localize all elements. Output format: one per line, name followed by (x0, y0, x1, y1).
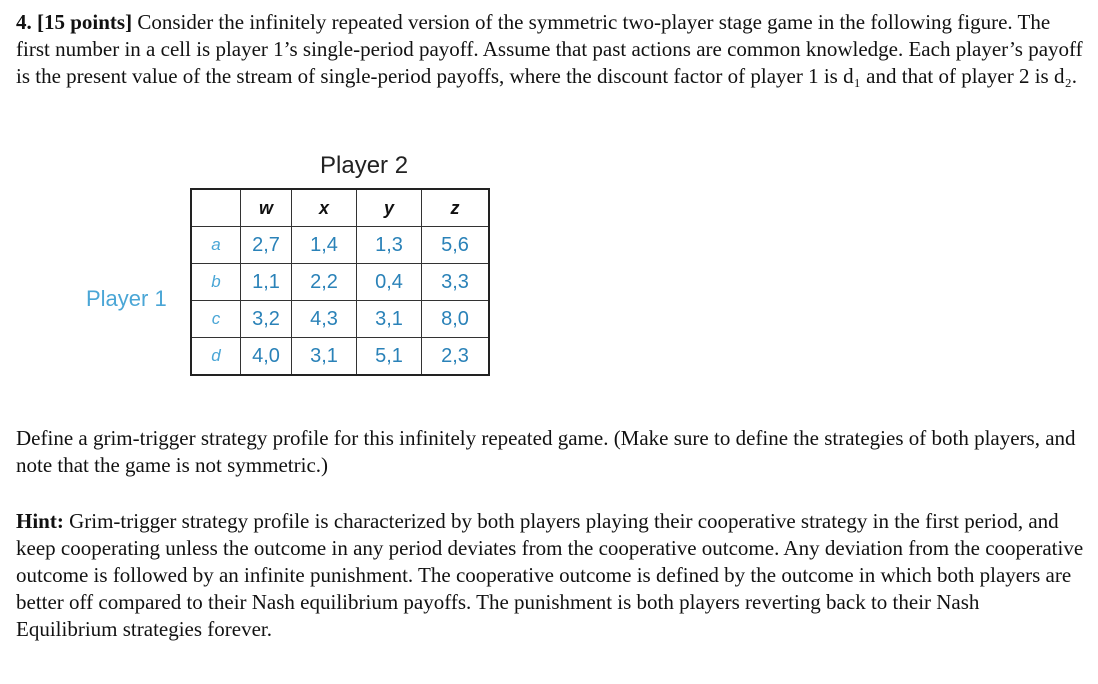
row-label-b: b (191, 264, 241, 301)
column-header-row (191, 189, 489, 227)
problem-number: 4. [15 points] (16, 10, 133, 34)
table-row (191, 338, 489, 376)
hint-label: Hint: (16, 509, 64, 533)
payoff-cell: 2,2 (292, 264, 357, 301)
payoff-cell: 1,1 (241, 264, 292, 301)
player1-label: Player 1 (86, 286, 167, 311)
payoff-cell: 1,3 (357, 227, 422, 264)
payoff-cell: 4,3 (292, 301, 357, 338)
payoff-cell: 3,2 (241, 301, 292, 338)
row-label-d: d (191, 338, 241, 376)
corner-cell (191, 189, 241, 227)
column-header-w: w (241, 189, 292, 227)
payoff-matrix (190, 188, 490, 376)
payoff-cell: 3,1 (292, 338, 357, 376)
player2-label: Player 2 (320, 152, 409, 179)
payoff-cell: 3,1 (357, 301, 422, 338)
payoff-cell: 8,0 (422, 301, 490, 338)
column-header-x: x (292, 189, 357, 227)
hint-text: Grim-trigger strategy profile is characterized by both players playing their cooperative strategy in the first period, and keep cooperating unless the outcome in any period deviates from the cooperative outcome. Any deviation from the cooperative outcome is followed by an infinite punishment. The cooperative outcome is defined by the outcome in which both players are better off compared to their Nash equilibrium payoffs. The punishment is both players reverting back to their Nash Equilibrium strategies forever. (16, 509, 1084, 641)
row-label-c: c (191, 301, 241, 338)
problem-text: Consider the infinitely repeated version of the symmetric two-player stage game in the following figure. The first number in a cell is player 1’s single-period payoff. Assume that past actions are common knowledge. Each player’s payoff is the present value of the stream of single-period payoffs, where the discount factor of player 1 is d₁ and that of player 2 is d₂. (16, 10, 1083, 88)
problem-statement (16, 9, 1086, 90)
payoff-cell: 1,4 (292, 227, 357, 264)
column-header-z: z (422, 189, 490, 227)
hint-paragraph (16, 508, 1086, 643)
row-label-a: a (191, 227, 241, 264)
question-text: Define a grim-trigger strategy profile for this infinitely repeated game. (Make sure to define the strategies of both players, and note that the game is not symmetric.) (16, 426, 1076, 477)
payoff-cell: 5,6 (422, 227, 490, 264)
payoff-cell: 5,1 (357, 338, 422, 376)
payoff-cell: 2,7 (241, 227, 292, 264)
table-row (191, 301, 489, 338)
payoff-cell: 2,3 (422, 338, 490, 376)
table-row (191, 264, 489, 301)
table-row (191, 227, 489, 264)
payoff-cell: 3,3 (422, 264, 490, 301)
column-header-y: y (357, 189, 422, 227)
payoff-cell: 4,0 (241, 338, 292, 376)
payoff-cell: 0,4 (357, 264, 422, 301)
